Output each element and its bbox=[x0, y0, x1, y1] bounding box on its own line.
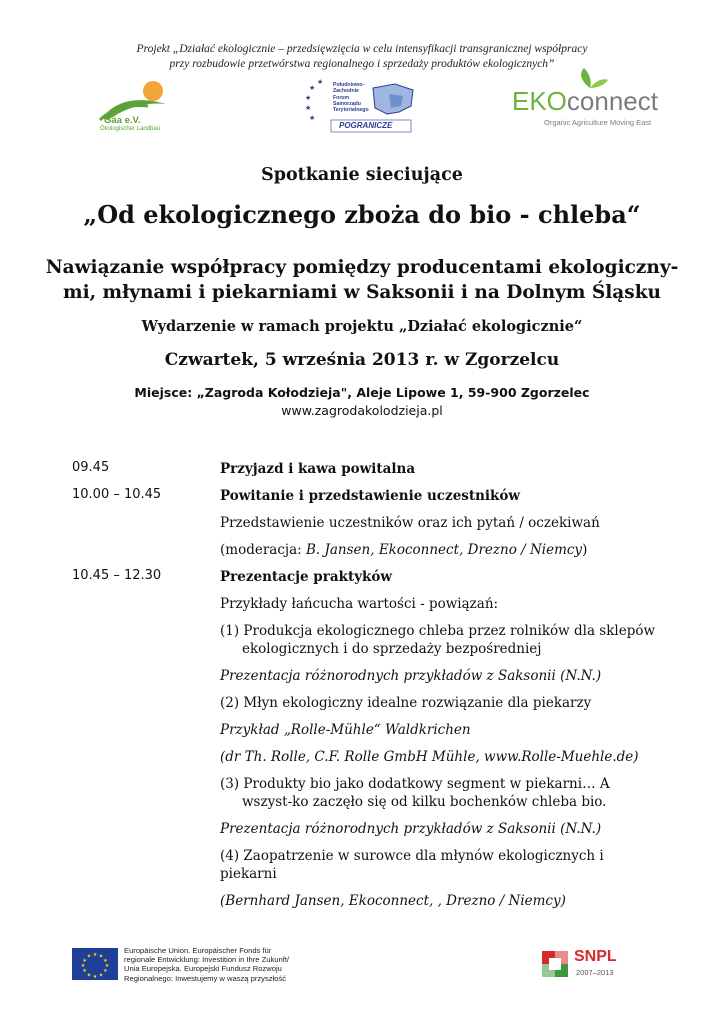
agenda-row bbox=[72, 748, 662, 775]
agenda-item: (Bernhard Jansen, Ekoconnect, , Drezno / Niemcy) bbox=[220, 893, 566, 909]
event-subtitle bbox=[0, 255, 724, 305]
event-date: Czwartek, 5 września 2013 r. w Zgorzelcu bbox=[164, 350, 560, 370]
agenda-row bbox=[72, 541, 662, 568]
ekoconnect-logo bbox=[512, 68, 662, 130]
svg-text:★: ★ bbox=[82, 958, 87, 964]
ekoconnect-suffix: connect bbox=[566, 86, 658, 116]
agenda-time: 10.00 – 10.45 bbox=[72, 487, 162, 502]
agenda-item: Prezentacja różnorodnych przykładów z Saksonii (N.N.) bbox=[220, 668, 602, 684]
project-line-1: Projekt „Działać ekologicznie – przedsięwzięcia w celu intensyfikacji transgranicznej współpracy bbox=[136, 43, 588, 55]
agenda-item: (3) Produkty bio jako dodatkowy segment w piekarni… A wszyst-ko zaczęło się od kilku bochenków chleba bio. bbox=[220, 776, 610, 810]
agenda-item: Powitanie i przedstawienie uczestników bbox=[220, 488, 521, 504]
snpl-logo bbox=[540, 946, 630, 982]
agenda-item: Prezentacja różnorodnych przykładów z Saksonii (N.N.) bbox=[220, 821, 602, 837]
eu-flag-icon bbox=[72, 948, 118, 980]
svg-text:★: ★ bbox=[86, 972, 92, 979]
svg-text:★: ★ bbox=[309, 84, 316, 92]
agenda-row bbox=[72, 775, 662, 820]
moderation-name: B. Jansen, Ekoconnect, Drezno / Niemcy bbox=[305, 542, 583, 558]
agenda-item: (4) Zaopatrzenie w surowce dla młynów ekologicznych i piekarni bbox=[220, 848, 604, 882]
svg-text:★: ★ bbox=[92, 952, 98, 958]
event-title: „Od ekologicznego zboża do bio - chleba“ bbox=[83, 200, 641, 229]
agenda-item: (dr Th. Rolle, C.F. Rolle GmbH Mühle, www.Rolle-Muehle.de) bbox=[220, 749, 639, 765]
pogranicze-logo bbox=[303, 78, 438, 133]
svg-text:★: ★ bbox=[104, 963, 110, 969]
agenda-row bbox=[72, 667, 662, 694]
event-subtitle-line-2: mi, młynami i piekarniami w Saksonii i na Dolnym Śląsku bbox=[63, 282, 661, 303]
agenda-item: (2) Młyn ekologiczny idealne rozwiązanie dla piekarzy bbox=[220, 695, 592, 711]
agenda-item: Przedstawienie uczestników oraz ich pytań / oczekiwań bbox=[220, 515, 600, 531]
svg-text:★: ★ bbox=[80, 963, 86, 969]
svg-text:★: ★ bbox=[309, 114, 316, 122]
svg-text:★: ★ bbox=[86, 953, 92, 960]
event-project-note: Wydarzenie w ramach projektu „Działać ekologicznie“ bbox=[141, 318, 583, 335]
event-kicker: Spotkanie sieciujące bbox=[261, 165, 463, 185]
eu-text-1: Europäische Union. Europäischer Fonds für bbox=[124, 946, 272, 955]
agenda-row bbox=[72, 820, 662, 847]
svg-text:★: ★ bbox=[317, 78, 324, 86]
agenda-item: Przykład „Rolle-Mühle“ Waldkrichen bbox=[220, 722, 471, 738]
moderation-suffix: ) bbox=[582, 542, 588, 558]
eu-stars bbox=[72, 948, 118, 980]
event-place: Miejsce: „Zagroda Kołodzieja", Aleje Lipowe 1, 59-900 Zgorzelec bbox=[134, 385, 590, 400]
agenda-item: Prezentacje praktyków bbox=[220, 569, 393, 585]
agenda-row bbox=[72, 487, 662, 514]
pogranicze-text-3: Forum bbox=[333, 94, 350, 101]
agenda-row bbox=[72, 595, 662, 622]
pogranicze-text-2: Zachodnie bbox=[333, 88, 359, 95]
agenda-row bbox=[72, 460, 662, 487]
svg-text:★: ★ bbox=[98, 953, 104, 960]
project-line-2: przy rozbudowie przetwórstwa regionalnego i sprzedaży produktów ekologicznych” bbox=[169, 58, 555, 70]
svg-text:★: ★ bbox=[103, 958, 108, 964]
agenda bbox=[72, 460, 662, 919]
agenda-time: 10.45 – 12.30 bbox=[72, 568, 162, 583]
svg-text:★: ★ bbox=[103, 968, 108, 974]
agenda-time: 09.45 bbox=[72, 460, 110, 475]
agenda-row bbox=[72, 694, 662, 721]
pogranicze-logo-text bbox=[333, 82, 369, 113]
agenda-item: Przyjazd i kawa powitalna bbox=[220, 461, 416, 477]
agenda-row bbox=[72, 568, 662, 595]
pogranicze-text-5: Terytorialnego bbox=[333, 107, 369, 114]
pogranicze-text-4: Samorządu bbox=[333, 100, 361, 107]
agenda-row bbox=[72, 622, 662, 667]
agenda-row bbox=[72, 514, 662, 541]
agenda-row bbox=[72, 721, 662, 748]
ekoconnect-prefix: EKO bbox=[512, 86, 567, 116]
snpl-logo-mark bbox=[540, 949, 570, 979]
eu-text-3: Unia Europejska. Europejski Fundusz Rozwoju bbox=[124, 964, 282, 974]
ekoconnect-wordmark bbox=[512, 86, 658, 116]
pogranicze-text-1: Południowo- bbox=[333, 82, 365, 88]
snpl-logo-years: 2007–2013 bbox=[576, 968, 614, 977]
svg-text:★: ★ bbox=[305, 104, 312, 112]
event-url: www.zagrodakolodzieja.pl bbox=[281, 403, 443, 418]
agenda-row bbox=[72, 847, 662, 892]
event-subtitle-line-1: Nawiązanie współpracy pomiędzy producentami ekologiczny- bbox=[45, 257, 679, 278]
agenda-item: (1) Produkcja ekologicznego chleba przez rolników dla sklepów ekologicznych i do sprzedaży bezpośredniej bbox=[220, 623, 656, 657]
agenda-row bbox=[72, 892, 662, 919]
moderation-prefix: (moderacja: bbox=[220, 542, 306, 558]
agenda-item-moderation bbox=[220, 541, 662, 568]
eu-text-2: regionale Entwicklung: Investition in Ihre Zukunft/ bbox=[124, 955, 290, 965]
snpl-logo-name: SNPL bbox=[574, 948, 617, 965]
svg-text:★: ★ bbox=[305, 94, 312, 102]
svg-text:★: ★ bbox=[98, 972, 104, 979]
pogranicze-logo-name: POGRANICZE bbox=[339, 121, 393, 130]
agenda-item: Przykłady łańcucha wartości - powiązań: bbox=[220, 596, 499, 612]
eu-text-4: Regionalnego: Inwestujemy w waszą przyszłość bbox=[124, 973, 287, 983]
ekoconnect-tagline: Organic Agriculture Moving East bbox=[544, 118, 652, 127]
gaa-logo-name: Gäa e.V. bbox=[104, 115, 141, 126]
svg-text:★: ★ bbox=[92, 974, 98, 980]
eu-text bbox=[124, 946, 314, 983]
svg-text:★: ★ bbox=[82, 968, 87, 974]
gaa-logo bbox=[98, 80, 178, 135]
eu-funding-note bbox=[72, 946, 302, 986]
gaa-logo-subtitle: Ökologischer Landbau bbox=[100, 126, 161, 132]
